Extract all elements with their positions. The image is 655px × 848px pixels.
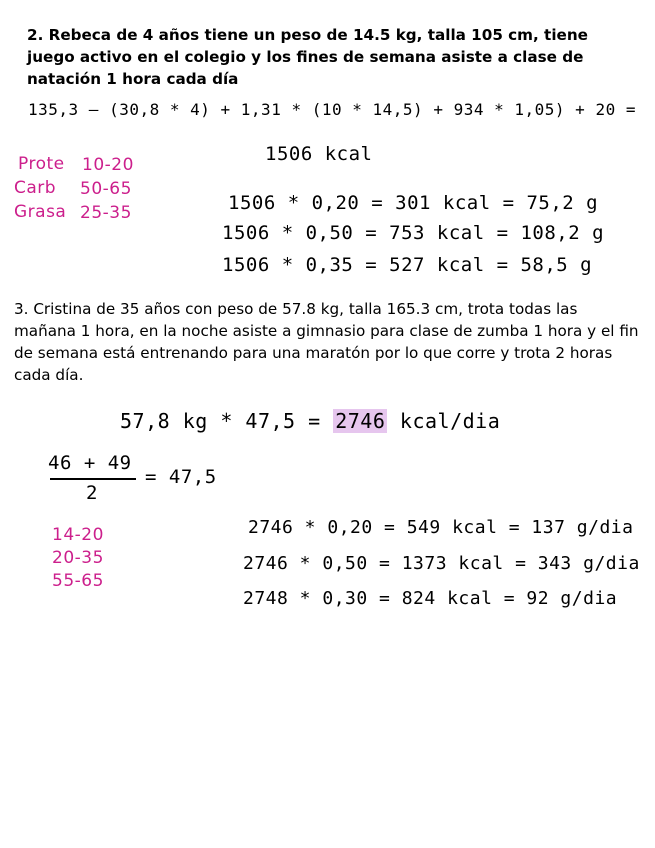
range-value: 14-20 — [52, 525, 104, 545]
equation-right: kcal/dia — [399, 409, 501, 433]
highlighted-result: 2746 — [335, 409, 386, 433]
equation-left: 57,8 kg * 47,5 = — [120, 409, 321, 433]
calc-row: 1506 * 0,35 = 527 kcal = 58,5 g — [222, 254, 593, 276]
problem-3-statement: 3. Cristina de 35 años con peso de 57.8 kg, talla 165.3 cm, trota todas las mañana 1 hora, en la noche asiste a gimnasio para clase de zumba 1 hora y el fin de semana está entrenando para una maratón por lo que corre y trota 2 horas cada día. — [14, 300, 639, 384]
calc-row: 1506 * 0,20 = 301 kcal = 75,2 g — [228, 192, 599, 214]
fraction-numerator: 46 + 49 — [48, 452, 132, 474]
problem-2-statement: 2. Rebeca de 4 años tiene un peso de 14.5 kg, talla 105 cm, tiene juego activo en el colegio y los fines de semana asiste a clase de natación 1 hora cada día — [27, 26, 588, 88]
range-label-carb: Carb — [14, 178, 57, 198]
calc-row: 1506 * 0,50 = 753 kcal = 108,2 g — [222, 222, 605, 244]
range-value: 55-65 — [52, 571, 104, 591]
range-value: 20-35 — [52, 548, 104, 568]
range-value-fat: 25-35 — [80, 203, 132, 223]
calc-row: 2746 * 0,20 = 549 kcal = 137 g/dia — [248, 517, 634, 538]
fraction-result: = 47,5 — [145, 466, 217, 488]
calc-row: 2746 * 0,50 = 1373 kcal = 343 g/dia — [243, 553, 640, 574]
fraction-bar — [50, 478, 136, 480]
range-label-fat: Grasa — [14, 202, 67, 222]
range-value-carb: 50-65 — [80, 179, 132, 199]
problem-2-total: 1506 kcal — [265, 143, 373, 165]
problem-3-equation — [120, 409, 500, 433]
range-label-protein: Prote — [18, 154, 65, 174]
calc-row: 2748 * 0,30 = 824 kcal = 92 g/dia — [243, 588, 618, 609]
problem-2-formula: 135,3 – (30,8 * 4) + 1,31 * (10 * 14,5) + 934 * 1,05) + 20 = — [28, 100, 636, 119]
range-value-protein: 10-20 — [82, 155, 134, 175]
fraction-denominator: 2 — [86, 482, 98, 504]
